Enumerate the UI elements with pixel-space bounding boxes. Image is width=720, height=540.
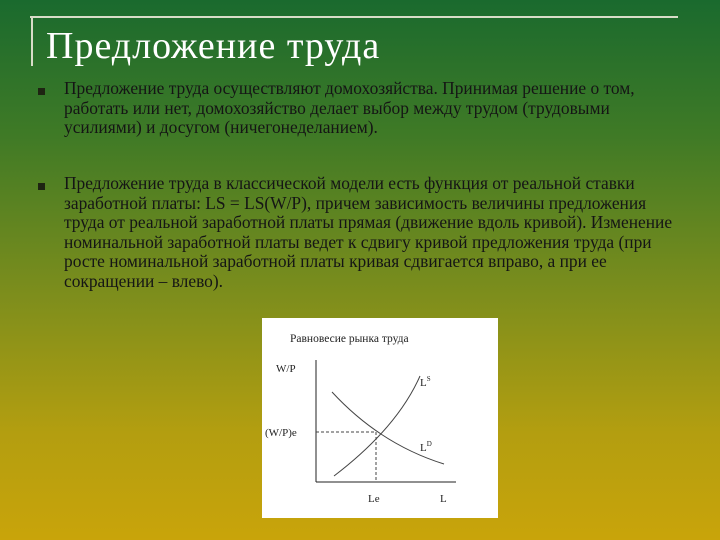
labor-demand-curve (332, 392, 444, 464)
bullet-marker-1 (38, 88, 45, 95)
bullet-text-2: Предложение труда в классической модели есть функция от реальной ставки заработной платы: LS = LS(W/P), причем зависимость величины предложения труда от реальной заработной платы прямая (движение вдоль кривой). Изменение номинальной заработной платы ведет к сдвигу кривой предложения труда (при росте номинальной заработной платы кривая сдвигается вправо, а при ее сокращении – влево). (64, 173, 673, 291)
slide-title: Предложение труда (46, 25, 381, 67)
chart-title: Равновесие рынка труда (290, 333, 409, 345)
demand-curve-label: $L^D$ (420, 440, 432, 454)
supply-curve-label: $L^S$ (420, 375, 431, 389)
title-side-rule (31, 16, 33, 66)
labor-market-chart (262, 318, 498, 518)
y-axis-label: W/P (276, 363, 296, 375)
x-axis-label: L (440, 493, 447, 505)
equilibrium-wage-label: (W/P)e (265, 427, 297, 439)
labor-market-chart-svg (262, 318, 498, 518)
bullet-marker-2 (38, 183, 45, 190)
equilibrium-labor-label: Le (368, 493, 380, 505)
bullet-text-1: Предложение труда осуществляют домохозяйства. Принимая решение о том, работать или нет, домохозяйство делает выбор между трудом (трудовыми усилиями) и досугом (ничегонеделанием). (64, 78, 635, 138)
title-top-rule (30, 16, 678, 18)
labor-supply-curve (334, 376, 420, 476)
